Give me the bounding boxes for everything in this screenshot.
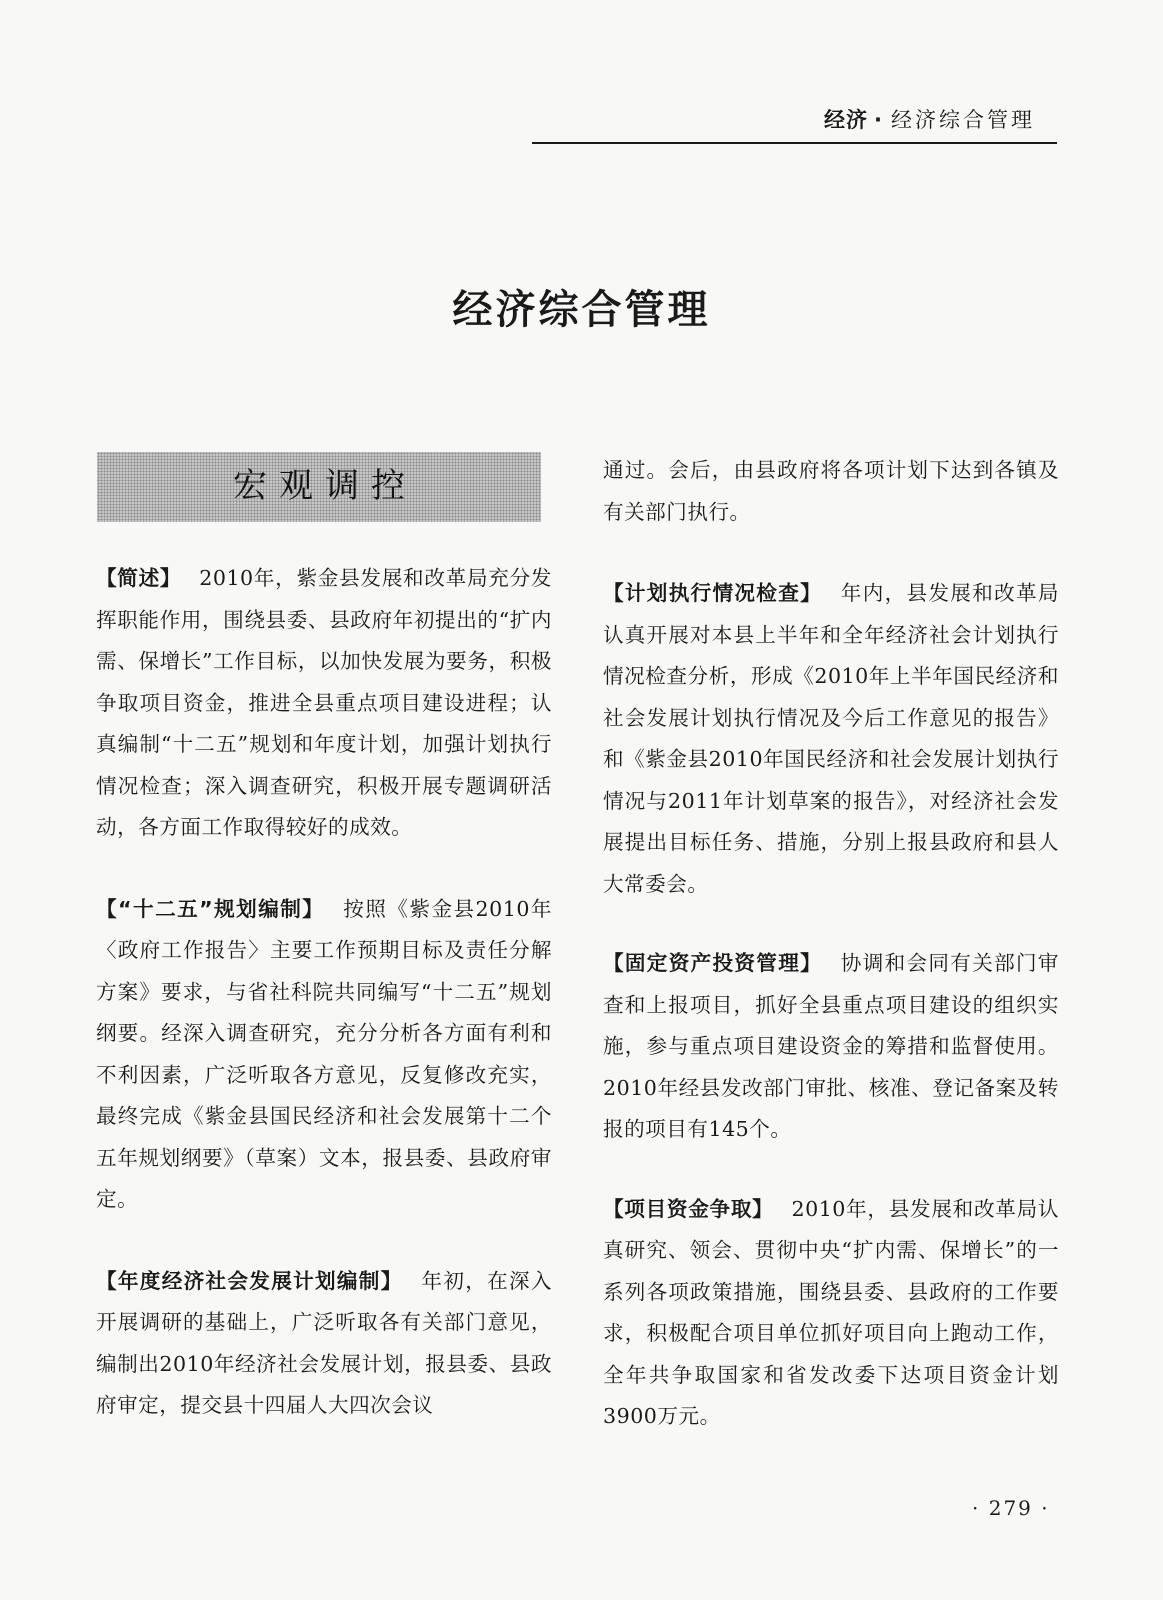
running-head-separator: · [874, 108, 885, 132]
entry-continuation: 通过。会后，由县政府将各项计划下达到各镇及有关部门执行。 [603, 458, 1059, 524]
entry-body: 按照《紫金县2010年〈政府工作报告〉主要工作预期目标及责任分解方案》要求，与省社科院共同编写“十二五”规划纲要。经深入调查研究，充分分析各方面有利和不利因素，广泛听取各方意见，反复修改充实，最终完成《紫金县国民经济和社会发展第十二个五年规划纲要》（草案）文本，报县委、县政府审定。 [96, 896, 552, 1211]
entry-annual-plan [96, 1261, 552, 1427]
header-rule [532, 142, 1057, 144]
entry-heading: 【计划执行情况检查】 [603, 581, 822, 605]
entry-fixed-asset-investment [603, 943, 1059, 1151]
right-column [603, 450, 1059, 1438]
section-banner [97, 452, 541, 522]
running-head-major: 经济 [824, 108, 869, 132]
entry-five-year-plan [96, 889, 552, 1221]
entry-body: 年内，县发展和改革局认真开展对本县上半年和全年经济社会计划执行情况检查分析，形成《2010年上半年国民经济和社会发展计划执行情况及今后工作意见的报告》和《紫金县2010年国民经济和社会发展计划执行情况与2011年计划草案的报告》，对经济社会发展提出目标任务、措施，分别上报县政府和县人大常委会。 [603, 581, 1059, 896]
entry-overview [96, 558, 552, 849]
entry-body: 协调和会同有关部门审查和上报项目，抓好全县重点项目建设的组织实施，参与重点项目建设资金的筹措和监督使用。2010年经县发改部门审批、核准、登记备案及转报的项目有145个。 [603, 951, 1059, 1141]
page-title: 经济综合管理 [452, 286, 711, 333]
entry-heading: 【简述】 [96, 566, 182, 590]
entry-body: 年初，在深入开展调研的基础上，广泛听取各有关部门意见，编制出2010年经济社会发展计划，报县委、县政府审定，提交县十四届人大四次会议 [96, 1268, 553, 1417]
entry-heading: 【固定资产投资管理】 [603, 951, 822, 975]
page-number: · 279 · [972, 1496, 1050, 1520]
entry-project-funding [603, 1189, 1059, 1438]
entry-body: 2010年，紫金县发展和改革局充分发挥职能作用，围绕县委、县政府年初提出的“扩内需、保增长”工作目标，以加快发展为要务，积极争取项目资金，推进全县重点项目建设进程；认真编制“十二五”规划和年度计划，加强计划执行情况检查；深入调查研究，积极开展专题调研活动，各方面工作取得较好的成效。 [96, 566, 552, 839]
entry-body: 2010年，县发展和改革局认真研究、领会、贯彻中央“扩内需、保增长”的一系列各项政策措施，围绕县委、县政府的工作要求，积极配合项目单位抓好项目向上跑动工作，全年共争取国家和省发改委下达项目资金计划3900万元。 [603, 1196, 1059, 1428]
entry-heading: 【项目资金争取】 [603, 1196, 774, 1221]
entry-plan-inspection [603, 573, 1059, 905]
entry-heading: 【“十二五”规划编制】 [96, 896, 325, 921]
section-banner-label: 宏观调控 [233, 466, 417, 507]
left-column [96, 452, 552, 1427]
entry-heading: 【年度经济社会发展计划编制】 [96, 1268, 403, 1293]
running-head [824, 104, 1035, 134]
running-head-minor: 经济综合管理 [891, 108, 1035, 132]
